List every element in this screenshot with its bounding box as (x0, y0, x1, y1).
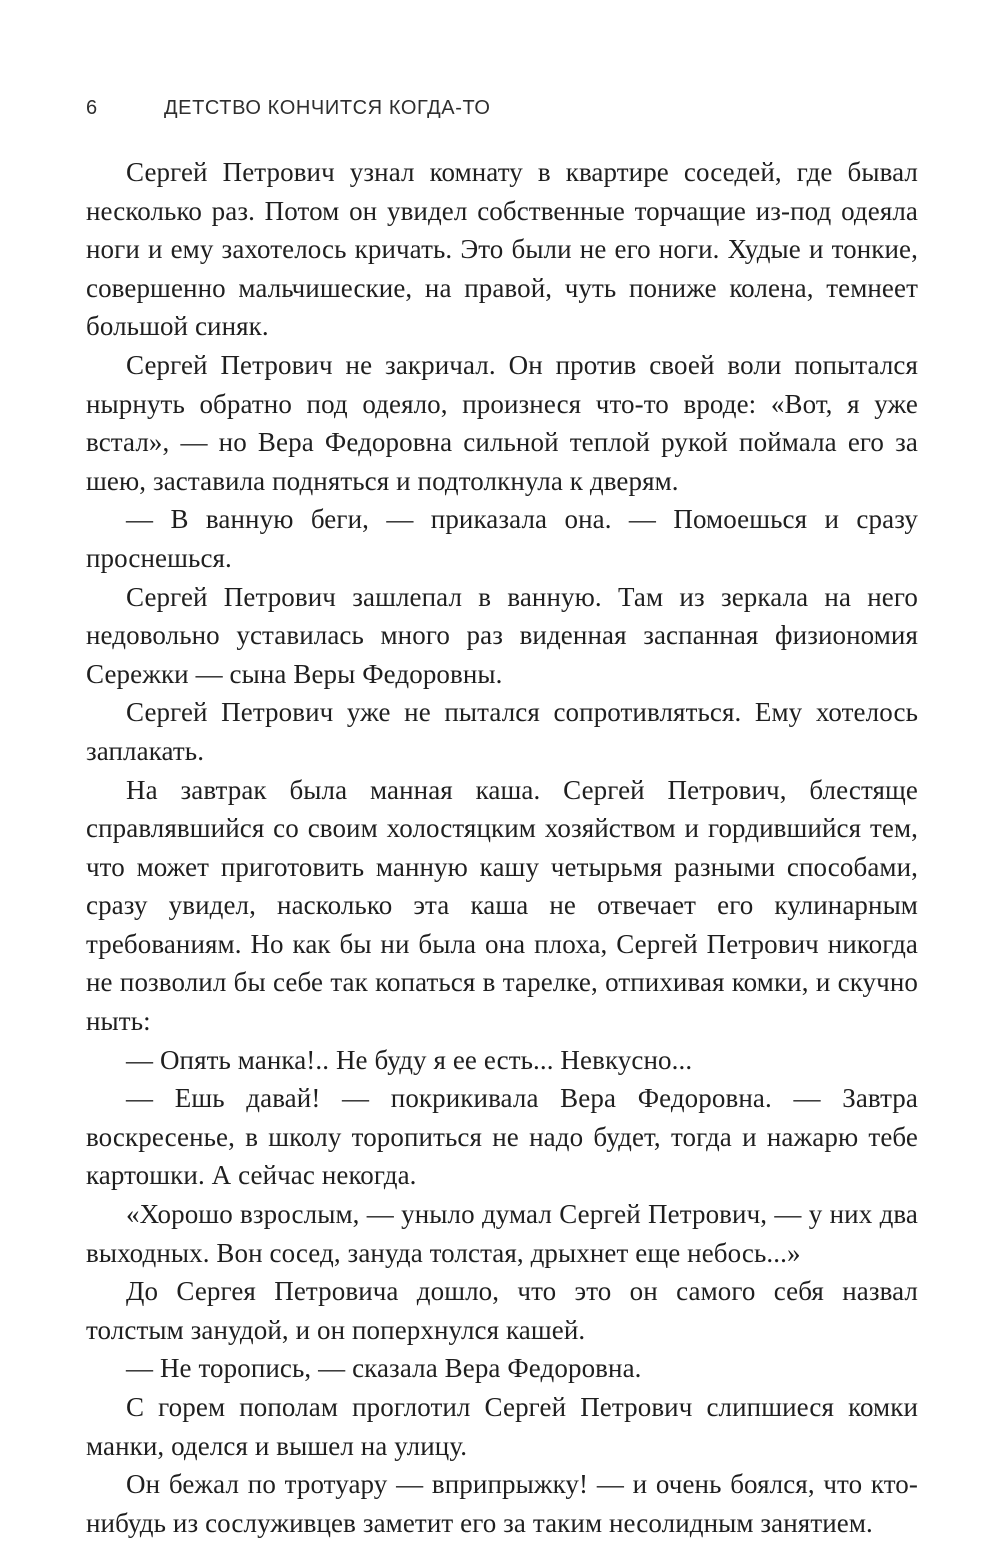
running-title: ДЕТСТВО КОНЧИТСЯ КОГДА-ТО (164, 97, 491, 119)
paragraph: — Не торопись, — сказала Вера Федоровна. (126, 1353, 642, 1384)
paragraph: На завтрак была манная каша. Сергей Петрович, блестяще справлявшийся со своим холостяцким хозяйством и гордившийся тем, что может приготовить манную кашу четырьмя разными способами, сразу увидел, насколько эта каша не отвечает его кулинарным требованиям. Но как бы ни была она плоха, Сергей Петрович никогда не позволил бы себе так копаться в тарелке, отпихивая комки, и скучно ныть: (86, 774, 918, 1037)
paragraph: Сергей Петрович не закричал. Он против своей воли попытался нырнуть обратно под одеяло, произнеся что-то вроде: «Вот, я уже встал», — но Вера Федоровна сильной теплой рукой поймала его за шею, заставила подняться и подтолкнула к дверям. (86, 349, 918, 496)
paragraph: С горем пополам проглотил Сергей Петрович слипшиеся комки манки, оделся и вышел на улицу. (86, 1392, 918, 1461)
paragraph: Сергей Петрович узнал комнату в квартире соседей, где бывал несколько раз. Потом он увидел собственные торчащие из-под одеяла ноги и ему захотелось кричать. Это были не его ноги. Худые и тонкие, совершенно мальчишеские, на правой, чуть пониже колена, темнеет большой синяк. (86, 157, 918, 342)
paragraph: До Сергея Петровича дошло, что это он самого себя назвал толстым занудой, и он поперхнулся кашей. (86, 1276, 918, 1345)
paragraph: — Опять манка!.. Не буду я ее есть... Невкусно... (126, 1044, 693, 1075)
paragraph: «Хорошо взрослым, — уныло думал Сергей Петрович, — у них два выходных. Вон сосед, зануда толстая, дрыхнет еще небось...» (86, 1199, 918, 1268)
paragraph: Сергей Петрович уже не пытался сопротивляться. Ему хотелось заплакать. (86, 697, 918, 766)
paragraph: — Ешь давай! — покрикивала Вера Федоровна. — Завтра воскресенье, в школу торопиться не надо будет, тогда и нажарю тебе картошки. А сейчас некогда. (86, 1083, 918, 1191)
paragraph: Он бежал по тротуару — вприпрыжку! — и очень боялся, что кто-нибудь из сослуживцев заметит его за таким несолидным занятием. (86, 1469, 918, 1538)
text-block (86, 153, 918, 1542)
paragraph: — В ванную беги, — приказала она. — Помоешься и сразу проснешься. (86, 504, 918, 573)
page-number: 6 (86, 97, 98, 119)
page-header (86, 96, 918, 120)
paragraph: Сергей Петрович зашлепал в ванную. Там из зеркала на него недовольно уставилась много раз виденная заспанная физиономия Сережки — сына Веры Федоровны. (86, 581, 918, 689)
